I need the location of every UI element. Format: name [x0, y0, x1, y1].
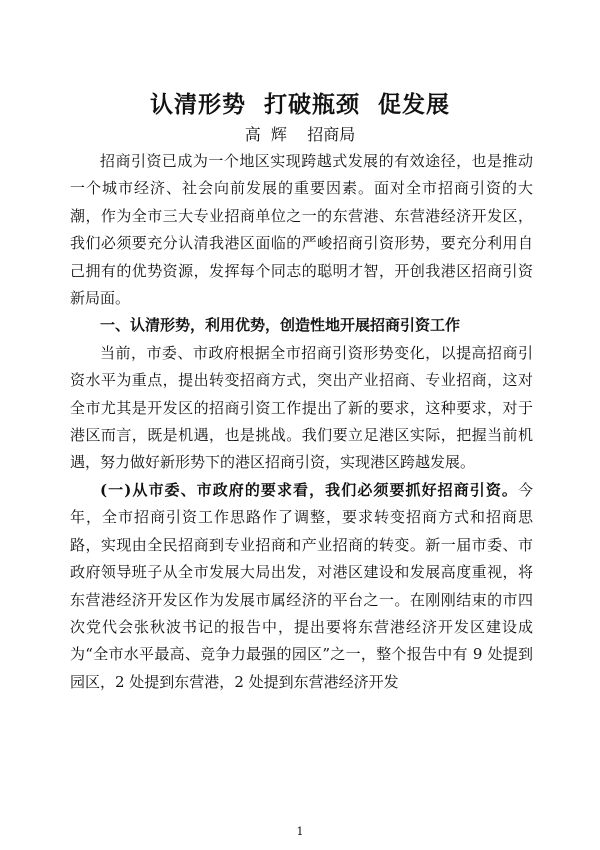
section-heading-1: 一、认清形势，利用优势，创造性地开展招商引资工作 — [100, 316, 461, 335]
document-title: 认清形势 打破瓶颈 促发展 — [149, 92, 451, 118]
subsection-text: 今年，全市招商引资工作思路作了调整，要求转变招商方式和招商思路，实现由全民招商到专业招商和产业招商的转变。新一届市委、市政府领导班子从全市发展大局出发，对港区建设和发展高度重视，将东营港经济开发区作为发展市属经济的平台之一。在刚刚结束的市四次党代会张秋波书记的报告中，提出要将东营港经济开发区建设成为“全市水平最高、竞争力最强的园区”之一，整个报告中有 9 处提到园区，2 处提到东营港，2 处提到东营港经济开发 — [70, 480, 533, 691]
paragraph-current-situation: 当前，市委、市政府根据全市招商引资形势变化，以提高招商引资水平为重点，提出转变招商方式，突出产业招商、专业招商，这对全市尤其是开发区的招商引资工作提出了新的要求，这种要求，对于港区而言，既是机遇，也是挑战。我们要立足港区实际，把握当前机遇，努力做好新形势下的港区招商引资，实现港区跨越发展。 — [70, 343, 533, 472]
subsection-lead: (一)从市委、市政府的要求看，我们必须要抓好招商引资。 — [100, 480, 518, 499]
page-number: 1 — [296, 825, 304, 838]
paragraph-intro: 招商引资已成为一个地区实现跨越式发展的有效途径，也是推动一个城市经济、社会向前发展的重要因素。面对全市招商引资的大潮，作为全市三大专业招商单位之一的东营港、东营港经济开发区，我们必须要充分认清我港区面临的严峻招商引资形势，要充分利用自己拥有的优势资源，发挥每个同志的聪明才智，开创我港区招商引资新局面。 — [70, 152, 533, 308]
document-body — [70, 148, 533, 696]
author-line: 高 辉 招商局 — [244, 125, 356, 144]
paragraph-subsection-1 — [70, 477, 533, 696]
